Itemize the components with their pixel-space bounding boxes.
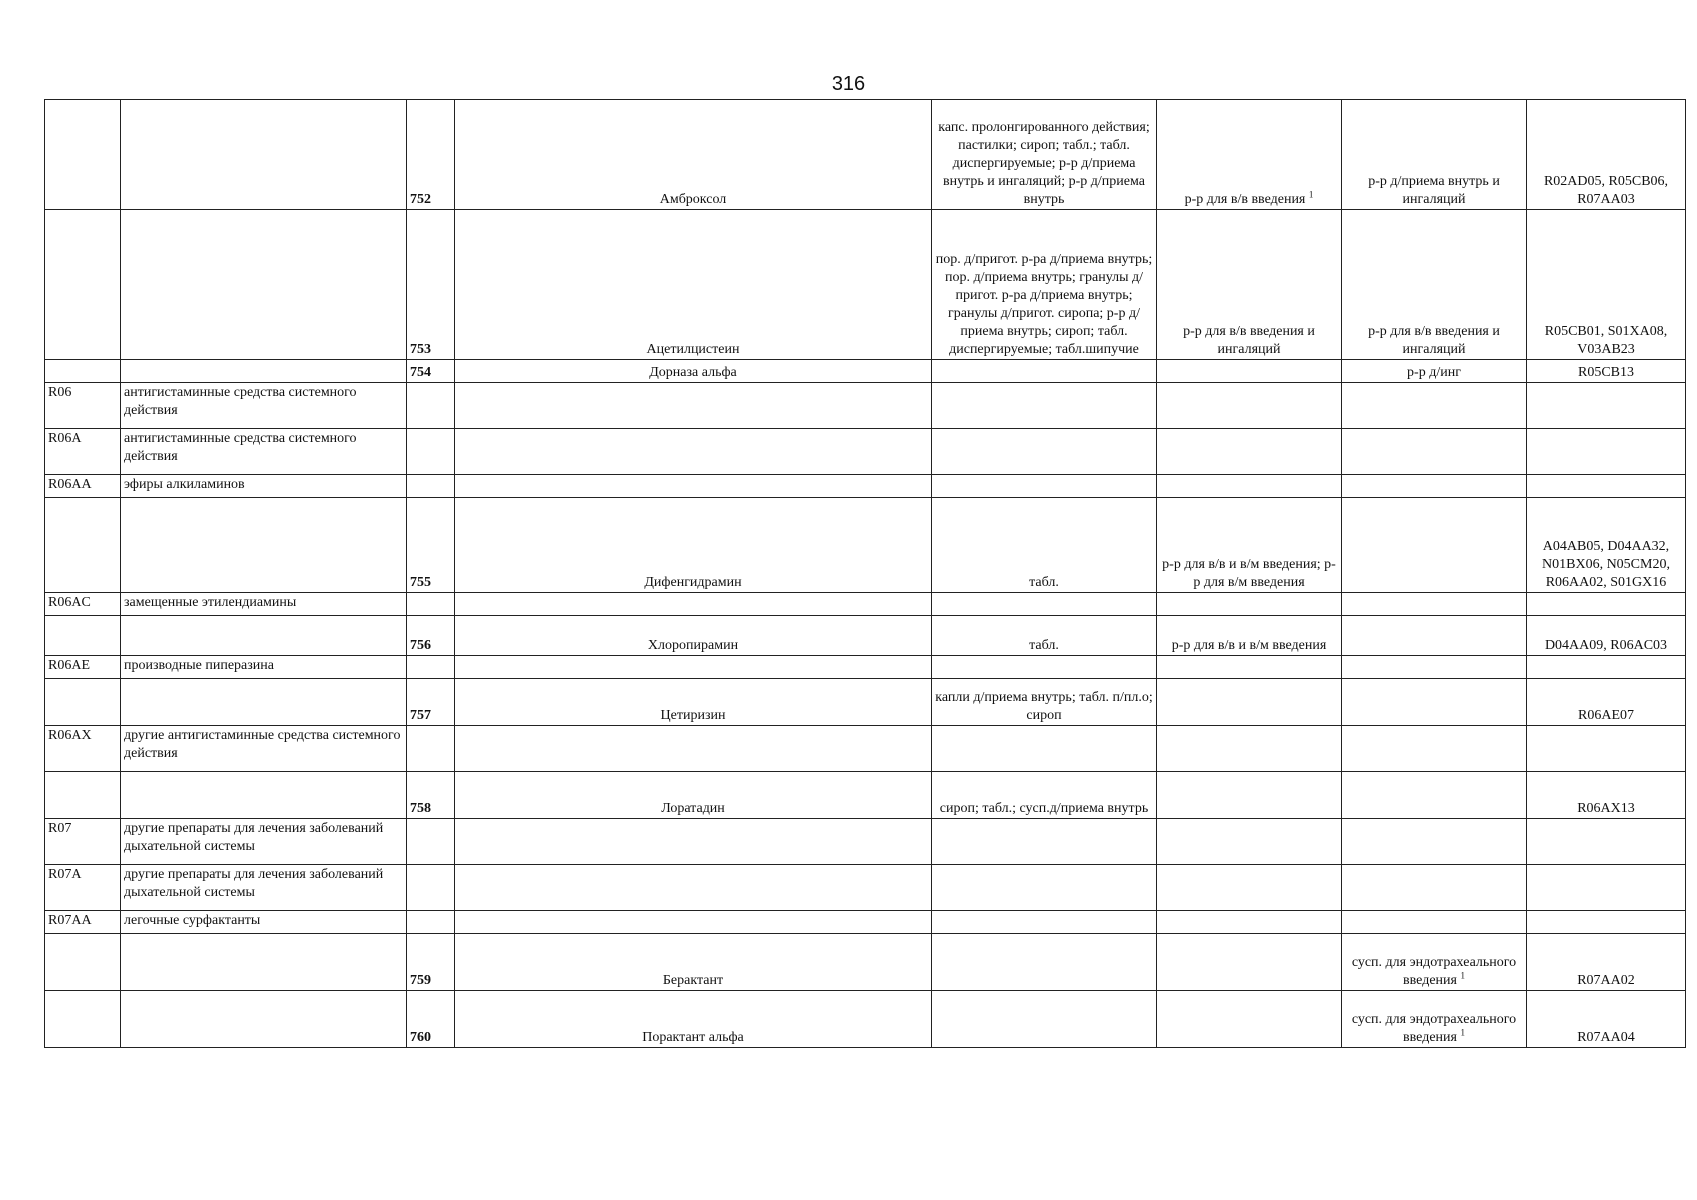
atc-group-code-cell — [45, 726, 121, 772]
other-forms: р-р для в/в введения и ингаляций — [1368, 324, 1500, 357]
other-forms-cell — [1342, 616, 1527, 656]
row-number-cell — [407, 210, 455, 360]
group-name: замещенные этилендиамины — [124, 595, 297, 610]
injection-forms-cell — [1157, 679, 1342, 726]
other-forms-cell — [1342, 934, 1527, 991]
drug-name-cell — [455, 865, 932, 911]
injection-forms-cell — [1157, 210, 1342, 360]
other-forms-cell — [1342, 100, 1527, 210]
row-number-cell — [407, 772, 455, 819]
footnote-marker: 1 — [1460, 970, 1465, 981]
group-name-cell — [121, 865, 407, 911]
table-row — [45, 100, 1686, 210]
atc-group-code: R07AA — [48, 913, 92, 928]
table-row — [45, 593, 1686, 616]
dosage-forms-cell — [932, 865, 1157, 911]
atc-code-cell — [1527, 429, 1686, 475]
atc-group-code: R06A — [48, 431, 82, 446]
dosage-forms: табл. — [1029, 575, 1059, 590]
group-name: другие препараты для лечения заболеваний дыхательной системы — [124, 821, 384, 854]
atc-group-code-cell — [45, 819, 121, 865]
other-forms-cell — [1342, 429, 1527, 475]
atc-code-cell — [1527, 726, 1686, 772]
drug-name-cell — [455, 911, 932, 934]
drug-name-cell — [455, 616, 932, 656]
drug-table — [44, 99, 1686, 1048]
group-name-cell — [121, 616, 407, 656]
group-name: другие антигистаминные средства системного действия — [124, 728, 401, 761]
injection-forms-cell — [1157, 911, 1342, 934]
injection-forms-cell — [1157, 593, 1342, 616]
other-forms: р-р д/инг — [1407, 365, 1461, 380]
group-name-cell — [121, 210, 407, 360]
injection-forms: р-р для в/в введения и ингаляций — [1183, 324, 1315, 357]
row-number: 754 — [410, 365, 431, 380]
injection-forms-cell — [1157, 726, 1342, 772]
row-number-cell — [407, 911, 455, 934]
atc-group-code-cell — [45, 383, 121, 429]
row-number: 758 — [410, 801, 431, 816]
atc-group-code-cell — [45, 498, 121, 593]
other-forms-cell — [1342, 865, 1527, 911]
atc-code: R07AA02 — [1577, 973, 1635, 988]
atc-group-code-cell — [45, 911, 121, 934]
row-number-cell — [407, 934, 455, 991]
table-row — [45, 991, 1686, 1048]
group-name: легочные сурфактанты — [124, 913, 261, 928]
dosage-forms-cell — [932, 656, 1157, 679]
other-forms-cell — [1342, 911, 1527, 934]
injection-forms: р-р для в/в введения — [1184, 192, 1306, 207]
atc-code-cell — [1527, 616, 1686, 656]
group-name-cell — [121, 679, 407, 726]
atc-code-cell — [1527, 819, 1686, 865]
row-number: 757 — [410, 708, 431, 723]
drug-name: Ацетилцистеин — [646, 342, 740, 357]
footnote-marker: 1 — [1460, 1027, 1465, 1038]
other-forms-cell — [1342, 475, 1527, 498]
atc-group-code: R07 — [48, 821, 72, 836]
row-number-cell — [407, 429, 455, 475]
atc-group-code-cell — [45, 616, 121, 656]
dosage-forms-cell — [932, 772, 1157, 819]
dosage-forms-cell — [932, 819, 1157, 865]
atc-code: R06AE07 — [1578, 708, 1634, 723]
atc-code-cell — [1527, 772, 1686, 819]
atc-code: R05CB01, S01XA08, V03AB23 — [1544, 324, 1668, 357]
dosage-forms-cell — [932, 991, 1157, 1048]
dosage-forms-cell — [932, 498, 1157, 593]
injection-forms-cell — [1157, 429, 1342, 475]
group-name-cell — [121, 593, 407, 616]
atc-group-code: R06AE — [48, 658, 90, 673]
dosage-forms-cell — [932, 679, 1157, 726]
row-number-cell — [407, 475, 455, 498]
atc-group-code-cell — [45, 429, 121, 475]
atc-code: R06AX13 — [1577, 801, 1635, 816]
other-forms: сусп. для эндотрахеального введения — [1351, 1012, 1517, 1045]
injection-forms-cell — [1157, 360, 1342, 383]
atc-group-code: R07A — [48, 867, 82, 882]
atc-code-cell — [1527, 475, 1686, 498]
injection-forms-cell — [1157, 656, 1342, 679]
drug-name-cell — [455, 475, 932, 498]
drug-name-cell — [455, 429, 932, 475]
atc-group-code-cell — [45, 475, 121, 498]
group-name-cell — [121, 100, 407, 210]
group-name-cell — [121, 819, 407, 865]
atc-code: A04AB05, D04AA32, N01BX06, N05CM20, R06AA02, S01GX16 — [1542, 539, 1670, 590]
dosage-forms: капли д/приема внутрь; табл. п/пл.о; сироп — [935, 690, 1153, 723]
table-row — [45, 475, 1686, 498]
table-row — [45, 679, 1686, 726]
injection-forms-cell — [1157, 772, 1342, 819]
group-name: другие препараты для лечения заболеваний дыхательной системы — [124, 867, 384, 900]
atc-code-cell — [1527, 100, 1686, 210]
drug-name-cell — [455, 210, 932, 360]
row-number-cell — [407, 383, 455, 429]
row-number: 753 — [410, 342, 431, 357]
dosage-forms-cell — [932, 726, 1157, 772]
row-number: 752 — [410, 192, 431, 207]
drug-name: Хлоропирамин — [647, 638, 739, 653]
atc-group-code-cell — [45, 100, 121, 210]
row-number-cell — [407, 656, 455, 679]
drug-name-cell — [455, 679, 932, 726]
atc-code: R05CB13 — [1577, 365, 1634, 380]
drug-name-cell — [455, 726, 932, 772]
group-name-cell — [121, 911, 407, 934]
table-row — [45, 360, 1686, 383]
other-forms-cell — [1342, 210, 1527, 360]
atc-code-cell — [1527, 679, 1686, 726]
drug-name: Лоратадин — [661, 801, 725, 816]
other-forms: р-р д/приема внутрь и ингаляций — [1368, 174, 1500, 207]
row-number-cell — [407, 498, 455, 593]
drug-name: Берактант — [662, 973, 724, 988]
dosage-forms-cell — [932, 475, 1157, 498]
group-name-cell — [121, 656, 407, 679]
dosage-forms-cell — [932, 593, 1157, 616]
table-row — [45, 383, 1686, 429]
other-forms-cell — [1342, 383, 1527, 429]
table-body — [45, 100, 1686, 1048]
atc-group-code-cell — [45, 934, 121, 991]
injection-forms: р-р для в/в и в/м введения — [1171, 638, 1327, 653]
other-forms-cell — [1342, 679, 1527, 726]
group-name-cell — [121, 429, 407, 475]
other-forms-cell — [1342, 819, 1527, 865]
group-name-cell — [121, 772, 407, 819]
injection-forms-cell — [1157, 616, 1342, 656]
atc-code-cell — [1527, 934, 1686, 991]
injection-forms-cell — [1157, 100, 1342, 210]
table-row — [45, 656, 1686, 679]
atc-group-code-cell — [45, 772, 121, 819]
dosage-forms: сироп; табл.; сусп.д/приема внутрь — [939, 801, 1149, 816]
atc-code-cell — [1527, 865, 1686, 911]
row-number: 756 — [410, 638, 431, 653]
injection-forms-cell — [1157, 991, 1342, 1048]
table-row — [45, 772, 1686, 819]
drug-name-cell — [455, 772, 932, 819]
dosage-forms: табл. — [1029, 638, 1059, 653]
drug-name: Амброксол — [659, 192, 727, 207]
dosage-forms-cell — [932, 360, 1157, 383]
table-row — [45, 429, 1686, 475]
drug-name-cell — [455, 593, 932, 616]
atc-code-cell — [1527, 991, 1686, 1048]
group-name-cell — [121, 934, 407, 991]
injection-forms-cell — [1157, 475, 1342, 498]
group-name-cell — [121, 475, 407, 498]
group-name: антигистаминные средства системного действия — [124, 431, 357, 464]
table-row — [45, 911, 1686, 934]
table-row — [45, 726, 1686, 772]
injection-forms-cell — [1157, 498, 1342, 593]
dosage-forms-cell — [932, 100, 1157, 210]
drug-name: Дорназа альфа — [649, 365, 737, 380]
atc-code: R02AD05, R05CB06, R07AA03 — [1543, 174, 1669, 207]
row-number: 759 — [410, 973, 431, 988]
group-name-cell — [121, 991, 407, 1048]
row-number-cell — [407, 679, 455, 726]
atc-group-code-cell — [45, 210, 121, 360]
table-row — [45, 819, 1686, 865]
dosage-forms-cell — [932, 911, 1157, 934]
dosage-forms-cell — [932, 429, 1157, 475]
dosage-forms: пор. д/пригот. р-ра д/приема внутрь; пор. д/приема внутрь; гранулы д/пригот. р-ра д/приема внутрь; гранулы д/пригот. сиропа; р-р д/приема внутрь; сироп; табл. диспергируемые; табл.шипучие — [935, 252, 1153, 357]
row-number-cell — [407, 593, 455, 616]
atc-group-code-cell — [45, 991, 121, 1048]
drug-name-cell — [455, 100, 932, 210]
injection-forms-cell — [1157, 934, 1342, 991]
atc-group-code-cell — [45, 593, 121, 616]
row-number: 755 — [410, 575, 431, 590]
atc-code-cell — [1527, 911, 1686, 934]
injection-forms: р-р для в/в и в/м введения; р-р для в/м введения — [1162, 557, 1336, 590]
atc-code-cell — [1527, 360, 1686, 383]
drug-name-cell — [455, 819, 932, 865]
drug-name: Порактант альфа — [642, 1030, 744, 1045]
drug-name: Дифенгидрамин — [644, 575, 742, 590]
row-number-cell — [407, 865, 455, 911]
other-forms-cell — [1342, 360, 1527, 383]
atc-code-cell — [1527, 210, 1686, 360]
other-forms-cell — [1342, 498, 1527, 593]
group-name-cell — [121, 726, 407, 772]
drug-name: Цетиризин — [660, 708, 726, 723]
dosage-forms: капс. пролонгированного действия; пастилки; сироп; табл.; табл. диспергируемые; р-р д/приема внутрь и ингаляций; р-р д/приема внутрь — [938, 120, 1150, 207]
group-name-cell — [121, 383, 407, 429]
table-row — [45, 498, 1686, 593]
atc-group-code-cell — [45, 656, 121, 679]
footnote-marker: 1 — [1308, 189, 1314, 200]
table-row — [45, 210, 1686, 360]
other-forms-cell — [1342, 772, 1527, 819]
table-row — [45, 865, 1686, 911]
row-number-cell — [407, 991, 455, 1048]
atc-code-cell — [1527, 383, 1686, 429]
atc-code-cell — [1527, 593, 1686, 616]
other-forms: сусп. для эндотрахеального введения — [1351, 955, 1517, 988]
dosage-forms-cell — [932, 210, 1157, 360]
drug-name-cell — [455, 991, 932, 1048]
drug-name-cell — [455, 360, 932, 383]
dosage-forms-cell — [932, 383, 1157, 429]
injection-forms-cell — [1157, 383, 1342, 429]
atc-code: D04AA09, R06AC03 — [1544, 638, 1668, 653]
atc-group-code-cell — [45, 679, 121, 726]
drug-name-cell — [455, 934, 932, 991]
atc-code: R07AA04 — [1577, 1030, 1635, 1045]
other-forms-cell — [1342, 593, 1527, 616]
page-number: 316 — [831, 73, 866, 95]
drug-name-cell — [455, 383, 932, 429]
table-row — [45, 616, 1686, 656]
other-forms-cell — [1342, 991, 1527, 1048]
other-forms-cell — [1342, 726, 1527, 772]
group-name-cell — [121, 360, 407, 383]
drug-name-cell — [455, 498, 932, 593]
atc-group-code: R06AC — [48, 595, 91, 610]
table-row — [45, 934, 1686, 991]
drug-name-cell — [455, 656, 932, 679]
atc-group-code: R06AA — [48, 477, 92, 492]
atc-code-cell — [1527, 498, 1686, 593]
atc-code-cell — [1527, 656, 1686, 679]
row-number: 760 — [410, 1030, 431, 1045]
dosage-forms-cell — [932, 616, 1157, 656]
atc-group-code-cell — [45, 865, 121, 911]
group-name: эфиры алкиламинов — [124, 477, 245, 492]
other-forms-cell — [1342, 656, 1527, 679]
atc-group-code: R06 — [48, 385, 72, 400]
atc-group-code: R06AX — [48, 728, 92, 743]
group-name: производные пиперазина — [124, 658, 274, 673]
injection-forms-cell — [1157, 819, 1342, 865]
row-number-cell — [407, 360, 455, 383]
injection-forms-cell — [1157, 865, 1342, 911]
row-number-cell — [407, 100, 455, 210]
group-name-cell — [121, 498, 407, 593]
row-number-cell — [407, 616, 455, 656]
dosage-forms-cell — [932, 934, 1157, 991]
group-name: антигистаминные средства системного действия — [124, 385, 357, 418]
atc-group-code-cell — [45, 360, 121, 383]
row-number-cell — [407, 819, 455, 865]
row-number-cell — [407, 726, 455, 772]
